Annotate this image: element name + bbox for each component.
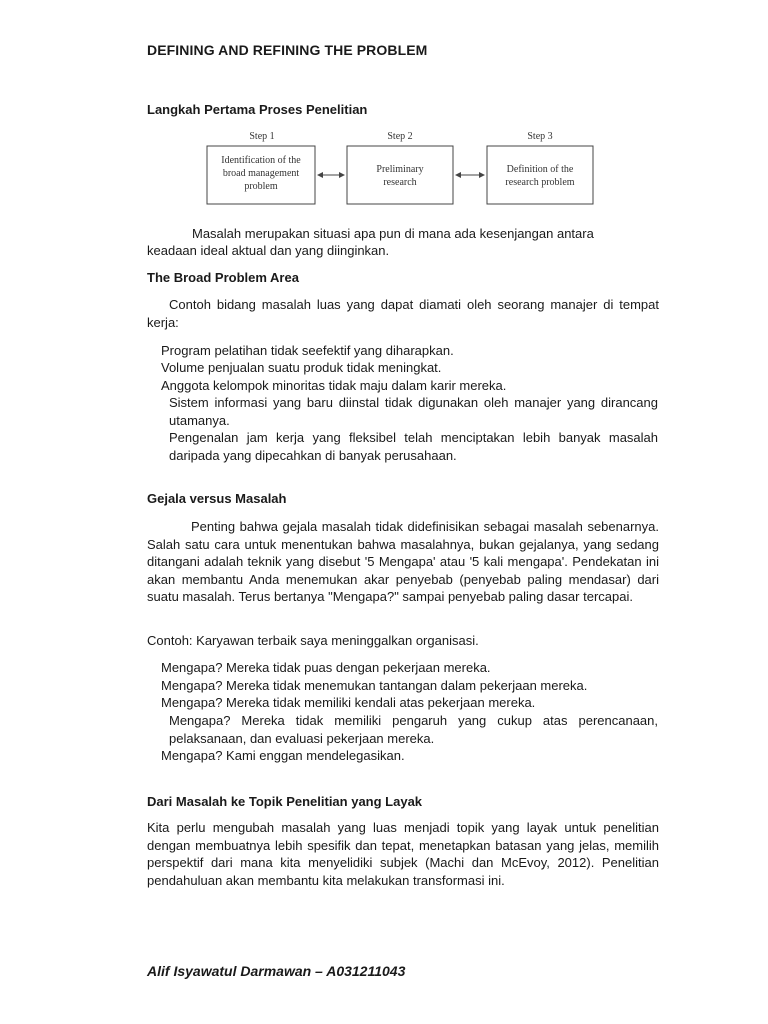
author-footer: Alif Isyawatul Darmawan – A031211043 bbox=[147, 963, 406, 979]
step1-text-line3: problem bbox=[244, 181, 278, 192]
list-item: Pengenalan jam kerja yang fleksibel telah menciptakan lebih banyak masalah daripada yang dipecahkan di banyak perusahaan. bbox=[169, 430, 658, 463]
step2-label: Step 2 bbox=[387, 131, 413, 142]
list-item: Mengapa? Mereka tidak menemukan tantangan dalam pekerjaan mereka. bbox=[161, 678, 588, 693]
step2-text-line1: Preliminary bbox=[376, 164, 424, 175]
list-item: Mengapa? Mereka tidak puas dengan pekerjaan mereka. bbox=[161, 660, 491, 675]
step3-label: Step 3 bbox=[527, 131, 553, 142]
step3-box bbox=[487, 146, 593, 204]
list-item: Volume penjualan suatu produk tidak meningkat. bbox=[161, 360, 442, 375]
list-item: Mengapa? Kami enggan mendelegasikan. bbox=[161, 748, 405, 763]
page-title: DEFINING AND REFINING THE PROBLEM bbox=[147, 42, 428, 58]
step1-text-line1: Identification of the bbox=[221, 155, 301, 166]
step2-box bbox=[347, 146, 453, 204]
step1-text-line2: broad management bbox=[222, 168, 300, 179]
list-item: Mengapa? Mereka tidak memiliki pengaruh yang cukup atas perencanaan, pelaksanaan, dan evaluasi pekerjaan mereka. bbox=[169, 713, 658, 746]
broad-problem-intro: Contoh bidang masalah luas yang dapat diamati oleh seorang manajer di tempat kerja: bbox=[147, 297, 659, 330]
section-heading-topik: Dari Masalah ke Topik Penelitian yang Layak bbox=[147, 794, 423, 809]
process-diagram bbox=[0, 0, 768, 215]
masalah-paragraph-line2: keadaan ideal aktual dan yang diinginkan. bbox=[147, 243, 390, 258]
step2-text-line2: research bbox=[383, 177, 417, 188]
section-heading-broad-problem: The Broad Problem Area bbox=[147, 270, 299, 285]
section-heading-gejala: Gejala versus Masalah bbox=[147, 491, 287, 506]
list-item: Sistem informasi yang baru diinstal tidak digunakan oleh manajer yang dirancang utamanya. bbox=[169, 395, 658, 428]
step1-label: Step 1 bbox=[249, 131, 275, 142]
list-item: Mengapa? Mereka tidak memiliki kendali atas pekerjaan mereka. bbox=[161, 695, 536, 710]
section-heading-langkah: Langkah Pertama Proses Penelitian bbox=[147, 102, 368, 117]
step3-text-line2: research problem bbox=[505, 177, 575, 188]
gejala-example: Contoh: Karyawan terbaik saya meninggalkan organisasi. bbox=[147, 633, 479, 648]
topik-paragraph: Kita perlu mengubah masalah yang luas menjadi topik yang layak untuk penelitian dengan membuatnya lebih spesifik dan tepat, menetapkan batasan yang jelas, memilih perspektif dari mana kita menyelidiki subjek (Machi dan McEvoy, 2012). Penelitian pendahuluan akan membantu kita melakukan transformasi ini. bbox=[147, 820, 659, 888]
step3-text-line1: Definition of the bbox=[506, 164, 574, 175]
list-item: Program pelatihan tidak seefektif yang diharapkan. bbox=[161, 343, 454, 358]
gejala-paragraph: Penting bahwa gejala masalah tidak didefinisikan sebagai masalah sebenarnya. Salah satu cara untuk menentukan bahwa masalahnya, bukan gejalanya, yang sedang ditangani adalah teknik yang disebut '5 Mengapa' atau '5 kali mengapa'. Pendekatan ini akan membantu Anda menemukan akar penyebab (penyebab paling mendasar) dari suatu masalah. Terus bertanya "Mengapa?" sampai penyebab paling dasar tercapai. bbox=[147, 519, 659, 604]
list-item: Anggota kelompok minoritas tidak maju dalam karir mereka. bbox=[161, 378, 507, 393]
masalah-paragraph-line1: Masalah merupakan situasi apa pun di mana ada kesenjangan antara bbox=[192, 226, 594, 241]
